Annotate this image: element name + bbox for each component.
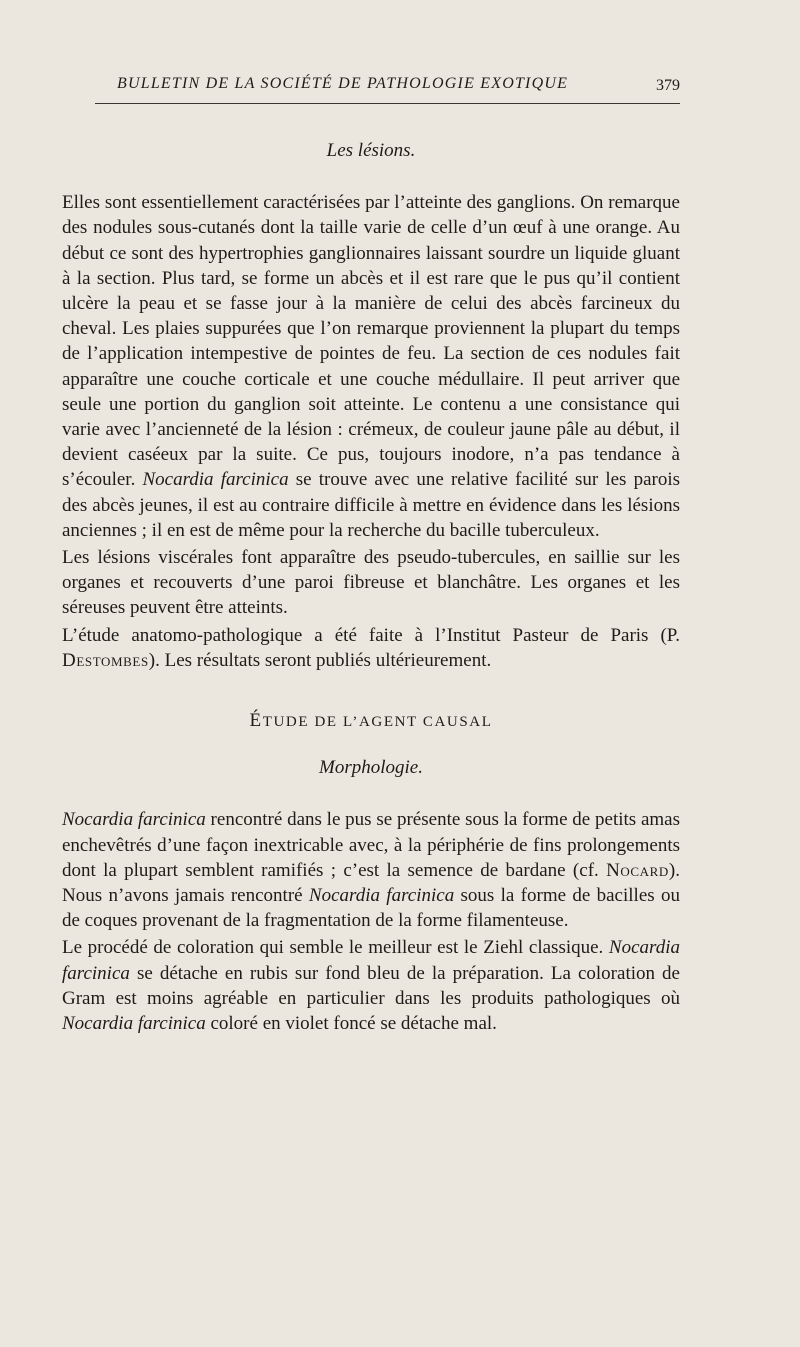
text-run: sous la forme de bacilles ou de coques provenant de la fragmentation de la forme filamenteuse. [62,885,680,932]
text-run: Elles sont essentiellement caractérisées par l’atteinte des ganglions. On remarque des nodules sous-cutanés dont la taille varie de celle d’un œuf à une orange. Au début ce sont des hypertrophies ganglionnaires laissant sourdre un liquide gluant à la section. Plus tard, se forme un abcès et il est rare que le pus qu’il contient ulcère la peau et se fasse jour à la manière de celui des abcès farcineux du cheval. Les plaies suppurées que l’on remarque proviennent la plupart du temps de l’application intempestive de pointes de feu. La section de ces nodules fait apparaître une couche corticale et une couche médullaire. Il peut arriver que seule une portion du ganglion soit atteinte. Le contenu a une consistance qui varie avec l’ancienneté de la lésion : crémeux, de couleur jaune pâle au début, il devient caséeux par la suite. Ce pus, toujours inodore, n’a pas tendance à s’écouler. [62,192,680,491]
paragraph-morphology-2 [62,935,680,1036]
text-run: coloré en violet foncé se détache mal. [205,1013,497,1035]
subsection-heading-morphology: Morphologie. [319,757,423,779]
species-name: Nocardia farcinica [142,469,289,491]
text-run: Le procédé de coloration qui semble le meilleur est le Ziehl classique. [62,937,609,959]
species-name: Nocardia farcinica [62,1013,206,1035]
running-title: BULLETIN DE LA SOCIÉTÉ DE PATHOLOGIE EXOTIQUE [117,75,569,92]
text-run: ). Nous n’avons jamais rencontré [62,859,680,907]
species-name: Nocardia farcinica [308,885,455,907]
section-heading-lesions: Les lésions. [326,140,416,161]
text-run: L’étude anatomo-pathologique a été faite à l’Institut Pasteur de Paris (P. [62,624,680,646]
author-name: Nocard [606,859,669,881]
text-run: ). Les résultats seront publiés ultérieurement. [148,649,492,671]
running-head [95,75,680,103]
section-heading-causal-agent [62,708,680,735]
author-name: Destombes [62,649,149,671]
paragraph-lesions-2: Les lésions viscérales font apparaître des pseudo-tubercules, en saillie sur les organes et recouverts d’une paroi fibreuse et blanchâtre. Les organes et les séreuses peuvent être atteints. [62,547,680,619]
page-number: 379 [656,77,680,94]
paragraph-lesions-3 [62,623,680,673]
heading-initial: É [249,710,263,732]
article-body [62,138,680,1036]
species-name: Nocardia farcinica [62,809,206,831]
text-run: rencontré dans le pus se présente sous la forme de petits amas enchevêtrés d’une façon inextricable avec, à la périphérie de fins prolongements dont la plupart semblent ramifiés ; c’est la semence de bardane (cf. [62,809,681,881]
paragraph-morphology-1 [62,807,680,933]
text-run: se détache en rubis sur fond bleu de la préparation. La coloration de Gram est moins agréable en particulier dans les produits pathologiques où [62,962,680,1009]
text-run: se trouve avec une relative facilité sur les parois des abcès jeunes, il est au contraire difficile à mettre en évidence dans les lésions anciennes ; il en est de même pour la recherche du bacille tuberculeux. [62,469,681,541]
species-name: Nocardia farcinica [62,937,680,984]
heading-rest: TUDE DE L’AGENT CAUSAL [262,714,493,731]
header-rule [95,103,680,104]
paragraph-lesions-1 [62,190,680,543]
